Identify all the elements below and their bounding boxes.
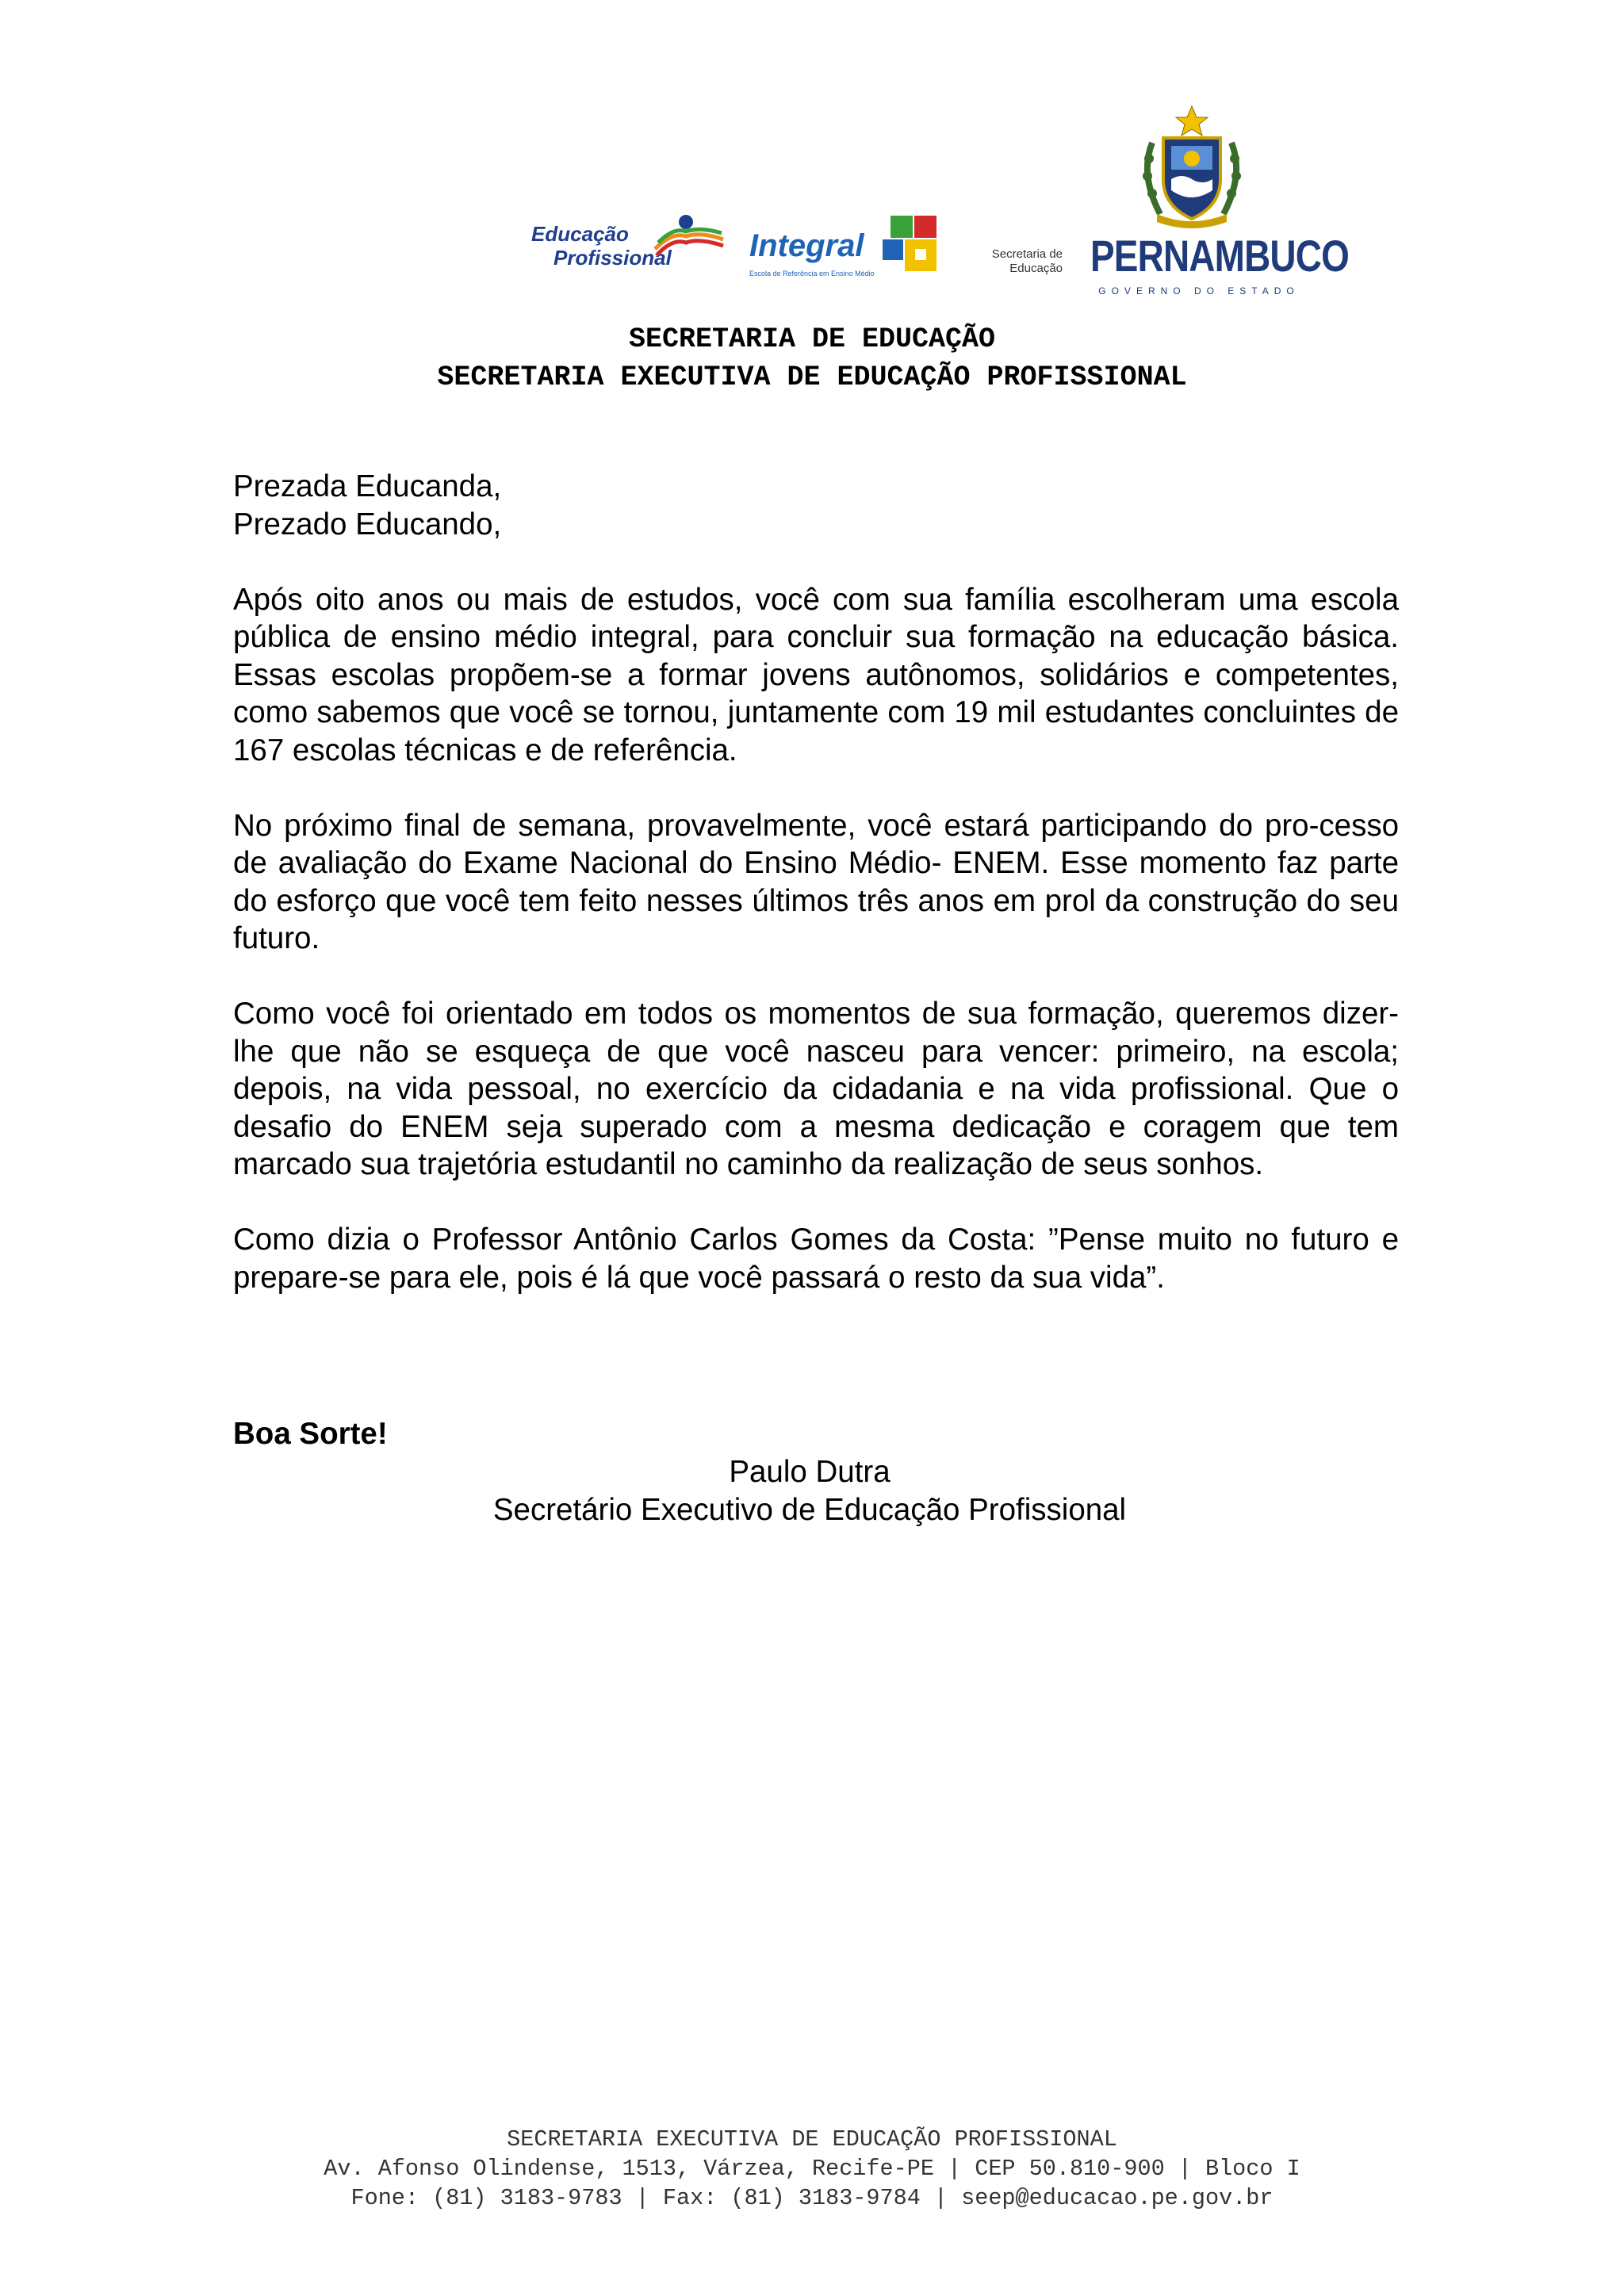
footer-line-1: SECRETARIA EXECUTIVA DE EDUCAÇÃO PROFISSIONAL	[507, 2126, 1117, 2152]
signature-block	[0, 1453, 1619, 1529]
pernambuco-logo-subtitle: GOVERNO DO ESTADO	[1098, 285, 1300, 297]
paragraph-3: Como você foi orientado em todos os momentos de sua formação, queremos dizer-lhe que não se esqueça de que você nasceu para vencer: primeiro, na escola; depois, na vida pessoal, no exercício da cidadania e na vida profissional. Que o desafio do ENEM seja superado com a mesma dedicação e coragem que tem marcado sua trajetória estudantil no caminho da realização de seus sonhos.	[233, 997, 1399, 1181]
closing: Boa Sorte!	[233, 1417, 388, 1451]
educacao-profissional-logo-line2: Profissional	[553, 246, 672, 270]
salutation-line-1: Prezada Educanda,	[233, 469, 502, 503]
letter-header	[0, 320, 1624, 396]
footer-address: Av. Afonso Olindense, 1513, Várzea, Recife-PE | CEP 50.810-900 | Bloco I	[324, 2156, 1300, 2182]
integral-squares-icon	[876, 214, 940, 277]
educacao-profissional-logo-line1: Educação	[531, 222, 629, 246]
pernambuco-logo	[1090, 103, 1350, 309]
signer-title: Secretário Executivo de Educação Profissional	[492, 1493, 1127, 1527]
integral-logo	[749, 214, 956, 293]
signer-name: Paulo Dutra	[729, 1455, 891, 1489]
letter-body	[233, 468, 1399, 1334]
integral-logo-tagline: Escola de Referência em Ensino Médio	[749, 270, 875, 277]
header-line-2: SECRETARIA EXECUTIVA DE EDUCAÇÃO PROFISSIONAL	[437, 362, 1187, 393]
header-line-1: SECRETARIA DE EDUCAÇÃO	[628, 323, 996, 355]
secretaria-logo-line2: Educação	[1009, 262, 1063, 275]
paragraph-4: Como dizia o Professor Antônio Carlos Gomes da Costa: ”Pense muito no futuro e prepare-se para ele, pois é lá que você passará o resto da sua vida”.	[233, 1223, 1399, 1295]
footer-contact: Fone: (81) 3183-9783 | Fax: (81) 3183-9784 | seep@educacao.pe.gov.br	[350, 2185, 1274, 2211]
pernambuco-coat-of-arms-icon	[1128, 103, 1255, 230]
open-book-icon	[650, 214, 730, 262]
paragraph-2: No próximo final de semana, provavelmente, você estará participando do pro-cesso de avaliação do Exame Nacional do Ensino Médio- ENEM. Esse momento faz parte do esforço que você tem feito nesses últimos três anos em prol da construção do seu futuro.	[233, 808, 1399, 955]
salutation	[233, 468, 1399, 543]
educacao-profissional-logo	[531, 214, 730, 285]
integral-logo-word: Integral	[749, 228, 864, 263]
page-footer	[0, 2125, 1624, 2213]
secretaria-educacao-logo	[967, 247, 1063, 287]
paragraph-1: Após oito anos ou mais de estudos, você com sua família escolheram uma escola pública de ensino médio integral, para concluir sua formação na educação básica. Essas escolas propõem-se a formar jovens autônomos, solidários e competentes, como sabemos que você se tornou, juntamente com 19 mil estudantes concluintes de 167 escolas técnicas e de referência.	[233, 582, 1399, 767]
salutation-line-2: Prezado Educando,	[233, 507, 502, 541]
logo-strip	[508, 103, 1350, 309]
secretaria-logo-line1: Secretaria de	[991, 247, 1063, 261]
pernambuco-logo-state: PERNAMBUCO	[1090, 231, 1350, 281]
